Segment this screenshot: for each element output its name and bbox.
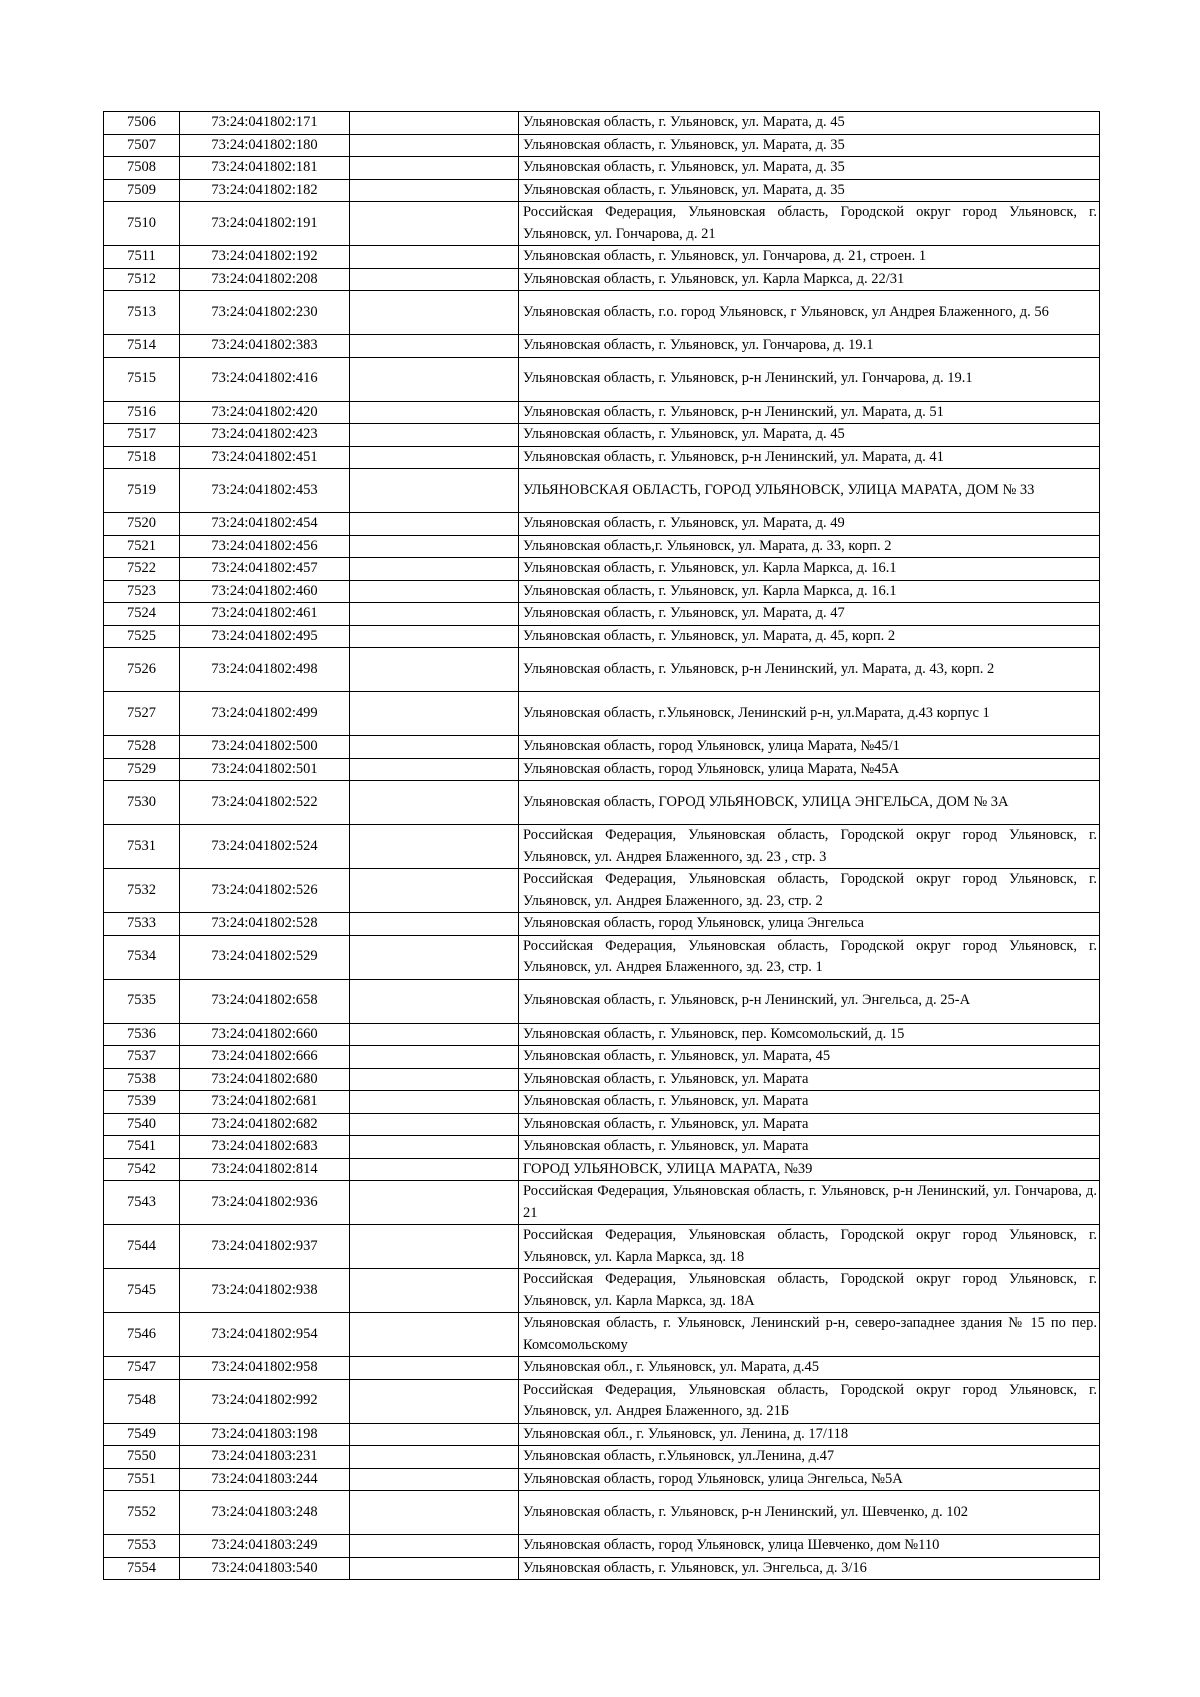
cadastral-number: 73:24:041802:171: [180, 112, 350, 135]
empty-cell: [350, 424, 519, 447]
row-number: 7549: [104, 1423, 180, 1446]
empty-cell: [350, 1046, 519, 1069]
empty-cell: [350, 1423, 519, 1446]
empty-cell: [350, 1113, 519, 1136]
address: Ульяновская область, город Ульяновск, улица Энгельса: [519, 913, 1100, 936]
row-number: 7546: [104, 1313, 180, 1357]
registry-body: [104, 112, 1100, 1580]
address: Ульяновская область, г. Ульяновск, ул. Марата, д. 45, корп. 2: [519, 625, 1100, 648]
row-number: 7535: [104, 979, 180, 1023]
cadastral-number: 73:24:041802:451: [180, 446, 350, 469]
empty-cell: [350, 335, 519, 358]
row-number: 7523: [104, 580, 180, 603]
table-row: [104, 603, 1100, 626]
empty-cell: [350, 1535, 519, 1558]
empty-cell: [350, 446, 519, 469]
empty-cell: [350, 935, 519, 979]
row-number: 7522: [104, 558, 180, 581]
table-row: [104, 558, 1100, 581]
registry-table: [103, 111, 1100, 1580]
address: Ульяновская область, город Ульяновск, улица Шевченко, дом №110: [519, 1535, 1100, 1558]
address: Ульяновская область, г. Ульяновск, р-н Ленинский, ул. Энгельса, д. 25-А: [519, 979, 1100, 1023]
table-row: [104, 758, 1100, 781]
address: Ульяновская область, г. Ульяновск, ул. Марата: [519, 1136, 1100, 1159]
table-row: [104, 1491, 1100, 1535]
address: Ульяновская область, г. Ульяновск, ул. Марата, д. 35: [519, 134, 1100, 157]
address: Ульяновская область, г. Ульяновск, ул. Марата: [519, 1068, 1100, 1091]
address: Ульяновская область, г. Ульяновск, ул. Марата, д. 47: [519, 603, 1100, 626]
row-number: 7519: [104, 469, 180, 513]
cadastral-number: 73:24:041802:499: [180, 692, 350, 736]
table-row: [104, 625, 1100, 648]
empty-cell: [350, 179, 519, 202]
address: Ульяновская область, г. Ульяновск, ул. Карла Маркса, д. 16.1: [519, 558, 1100, 581]
address: Ульяновская обл., г. Ульяновск, ул. Марата, д.45: [519, 1357, 1100, 1380]
row-number: 7514: [104, 335, 180, 358]
empty-cell: [350, 1158, 519, 1181]
empty-cell: [350, 979, 519, 1023]
table-row: [104, 781, 1100, 825]
row-number: 7537: [104, 1046, 180, 1069]
row-number: 7551: [104, 1468, 180, 1491]
address: Ульяновская область, г. Ульяновск, ул. Гончарова, д. 19.1: [519, 335, 1100, 358]
address: Ульяновская область, город Ульяновск, улица Марата, №45А: [519, 758, 1100, 781]
cadastral-number: 73:24:041802:423: [180, 424, 350, 447]
row-number: 7553: [104, 1535, 180, 1558]
cadastral-number: 73:24:041802:208: [180, 268, 350, 291]
table-row: [104, 1446, 1100, 1469]
address: Ульяновская область, г. Ульяновск, ул. Марата: [519, 1113, 1100, 1136]
cadastral-number: 73:24:041802:528: [180, 913, 350, 936]
empty-cell: [350, 1557, 519, 1580]
row-number: 7538: [104, 1068, 180, 1091]
cadastral-number: 73:24:041802:192: [180, 246, 350, 269]
address: Ульяновская область, г.Ульяновск, Ленинский р-н, ул.Марата, д.43 корпус 1: [519, 692, 1100, 736]
cadastral-number: 73:24:041802:230: [180, 291, 350, 335]
address: Ульяновская область, г. Ульяновск, ул. Марата, д. 45: [519, 112, 1100, 135]
address: Ульяновская область, г. Ульяновск, р-н Ленинский, ул. Марата, д. 51: [519, 401, 1100, 424]
row-number: 7524: [104, 603, 180, 626]
address: Ульяновская область, город Ульяновск, улица Энгельса, №5А: [519, 1468, 1100, 1491]
empty-cell: [350, 157, 519, 180]
address: Ульяновская область,г. Ульяновск, ул. Марата, д. 33, корп. 2: [519, 535, 1100, 558]
table-row: [104, 179, 1100, 202]
address: Ульяновская область, г.Ульяновск, ул.Ленина, д.47: [519, 1446, 1100, 1469]
row-number: 7548: [104, 1379, 180, 1423]
cadastral-number: 73:24:041802:666: [180, 1046, 350, 1069]
table-row: [104, 1068, 1100, 1091]
address: Ульяновская область, г. Ульяновск, р-н Ленинский, ул. Марата, д. 41: [519, 446, 1100, 469]
address: Российская Федерация, Ульяновская область, Городской округ город Ульяновск, г. Ульяновск, ул. Карла Маркса, зд. 18А: [519, 1269, 1100, 1313]
table-row: [104, 692, 1100, 736]
table-row: [104, 424, 1100, 447]
row-number: 7529: [104, 758, 180, 781]
row-number: 7512: [104, 268, 180, 291]
row-number: 7517: [104, 424, 180, 447]
table-row: [104, 1158, 1100, 1181]
table-row: [104, 1379, 1100, 1423]
empty-cell: [350, 1068, 519, 1091]
empty-cell: [350, 1446, 519, 1469]
address: Ульяновская область, г. Ульяновск, ул. Гончарова, д. 21, строен. 1: [519, 246, 1100, 269]
address: Ульяновская область, город Ульяновск, улица Марата, №45/1: [519, 736, 1100, 759]
empty-cell: [350, 112, 519, 135]
empty-cell: [350, 692, 519, 736]
row-number: 7528: [104, 736, 180, 759]
address: Ульяновская область, г. Ульяновск, р-н Ленинский, ул. Гончарова, д. 19.1: [519, 357, 1100, 401]
table-row: [104, 1269, 1100, 1313]
row-number: 7525: [104, 625, 180, 648]
empty-cell: [350, 603, 519, 626]
row-number: 7534: [104, 935, 180, 979]
table-row: [104, 1535, 1100, 1558]
cadastral-number: 73:24:041803:198: [180, 1423, 350, 1446]
address: Ульяновская область, г. Ульяновск, р-н Ленинский, ул. Шевченко, д. 102: [519, 1491, 1100, 1535]
table-row: [104, 825, 1100, 869]
empty-cell: [350, 1091, 519, 1114]
cadastral-number: 73:24:041802:416: [180, 357, 350, 401]
table-row: [104, 1423, 1100, 1446]
table-row: [104, 469, 1100, 513]
cadastral-number: 73:24:041802:958: [180, 1357, 350, 1380]
cadastral-number: 73:24:041802:500: [180, 736, 350, 759]
table-row: [104, 1557, 1100, 1580]
cadastral-number: 73:24:041802:181: [180, 157, 350, 180]
empty-cell: [350, 535, 519, 558]
cadastral-number: 73:24:041802:524: [180, 825, 350, 869]
cadastral-number: 73:24:041802:495: [180, 625, 350, 648]
address: Российская Федерация, Ульяновская область, Городской округ город Ульяновск, г. Ульяновск, ул. Карла Маркса, зд. 18: [519, 1225, 1100, 1269]
empty-cell: [350, 1379, 519, 1423]
table-row: [104, 291, 1100, 335]
address: Ульяновская область, г. Ульяновск, ул. Карла Маркса, д. 22/31: [519, 268, 1100, 291]
row-number: 7541: [104, 1136, 180, 1159]
table-row: [104, 1046, 1100, 1069]
row-number: 7526: [104, 648, 180, 692]
empty-cell: [350, 357, 519, 401]
cadastral-number: 73:24:041803:540: [180, 1557, 350, 1580]
cadastral-number: 73:24:041802:529: [180, 935, 350, 979]
cadastral-number: 73:24:041802:936: [180, 1181, 350, 1225]
empty-cell: [350, 1225, 519, 1269]
address: Российская Федерация, Ульяновская область, Городской округ город Ульяновск, г. Ульяновск, ул. Андрея Блаженного, зд. 23 , стр. 3: [519, 825, 1100, 869]
cadastral-number: 73:24:041803:231: [180, 1446, 350, 1469]
row-number: 7516: [104, 401, 180, 424]
address: Ульяновская область, г. Ульяновск, ул. Марата, 45: [519, 1046, 1100, 1069]
cadastral-number: 73:24:041802:457: [180, 558, 350, 581]
empty-cell: [350, 558, 519, 581]
empty-cell: [350, 469, 519, 513]
address: Ульяновская область, г. Ульяновск, ул. Марата: [519, 1091, 1100, 1114]
cadastral-number: 73:24:041802:954: [180, 1313, 350, 1357]
cadastral-number: 73:24:041803:248: [180, 1491, 350, 1535]
table-row: [104, 1225, 1100, 1269]
address: Ульяновская область, г. Ульяновск, Ленинский р-н, северо-западнее здания № 15 по пер. Комсомольскому: [519, 1313, 1100, 1357]
address: Ульяновская область, ГОРОД УЛЬЯНОВСК, УЛИЦА ЭНГЕЛЬСА, ДОМ № 3А: [519, 781, 1100, 825]
empty-cell: [350, 1269, 519, 1313]
empty-cell: [350, 1136, 519, 1159]
empty-cell: [350, 1491, 519, 1535]
table-row: [104, 1468, 1100, 1491]
table-row: [104, 446, 1100, 469]
cadastral-number: 73:24:041802:992: [180, 1379, 350, 1423]
table-row: [104, 401, 1100, 424]
table-row: [104, 112, 1100, 135]
empty-cell: [350, 869, 519, 913]
row-number: 7536: [104, 1023, 180, 1046]
cadastral-number: 73:24:041802:814: [180, 1158, 350, 1181]
row-number: 7527: [104, 692, 180, 736]
row-number: 7530: [104, 781, 180, 825]
cadastral-number: 73:24:041802:498: [180, 648, 350, 692]
cadastral-number: 73:24:041803:244: [180, 1468, 350, 1491]
address: Ульяновская область, г. Ульяновск, ул. Марата, д. 35: [519, 179, 1100, 202]
table-row: [104, 134, 1100, 157]
cadastral-number: 73:24:041802:522: [180, 781, 350, 825]
cadastral-number: 73:24:041802:526: [180, 869, 350, 913]
empty-cell: [350, 401, 519, 424]
row-number: 7518: [104, 446, 180, 469]
cadastral-number: 73:24:041802:383: [180, 335, 350, 358]
empty-cell: [350, 246, 519, 269]
cadastral-number: 73:24:041802:453: [180, 469, 350, 513]
cadastral-number: 73:24:041802:460: [180, 580, 350, 603]
row-number: 7540: [104, 1113, 180, 1136]
row-number: 7511: [104, 246, 180, 269]
row-number: 7533: [104, 913, 180, 936]
cadastral-number: 73:24:041802:660: [180, 1023, 350, 1046]
cadastral-number: 73:24:041802:420: [180, 401, 350, 424]
cadastral-number: 73:24:041802:658: [180, 979, 350, 1023]
row-number: 7520: [104, 513, 180, 536]
address: Российская Федерация, Ульяновская область, Городской округ город Ульяновск, г. Ульяновск, ул. Андрея Блаженного, зд. 23, стр. 2: [519, 869, 1100, 913]
empty-cell: [350, 625, 519, 648]
empty-cell: [350, 825, 519, 869]
row-number: 7539: [104, 1091, 180, 1114]
row-number: 7547: [104, 1357, 180, 1380]
table-row: [104, 648, 1100, 692]
empty-cell: [350, 913, 519, 936]
table-row: [104, 979, 1100, 1023]
cadastral-number: 73:24:041802:191: [180, 202, 350, 246]
row-number: 7509: [104, 179, 180, 202]
row-number: 7506: [104, 112, 180, 135]
row-number: 7507: [104, 134, 180, 157]
table-row: [104, 1113, 1100, 1136]
table-row: [104, 1357, 1100, 1380]
row-number: 7552: [104, 1491, 180, 1535]
row-number: 7531: [104, 825, 180, 869]
empty-cell: [350, 1468, 519, 1491]
address: Ульяновская область, г. Ульяновск, ул. Марата, д. 35: [519, 157, 1100, 180]
table-row: [104, 1181, 1100, 1225]
row-number: 7544: [104, 1225, 180, 1269]
row-number: 7543: [104, 1181, 180, 1225]
empty-cell: [350, 513, 519, 536]
cadastral-number: 73:24:041802:683: [180, 1136, 350, 1159]
row-number: 7521: [104, 535, 180, 558]
empty-cell: [350, 268, 519, 291]
address: Российская Федерация, Ульяновская область, Городской округ город Ульяновск, г. Ульяновск, ул. Андрея Блаженного, зд. 23, стр. 1: [519, 935, 1100, 979]
table-row: [104, 268, 1100, 291]
table-row: [104, 935, 1100, 979]
cadastral-number: 73:24:041802:456: [180, 535, 350, 558]
cadastral-number: 73:24:041802:682: [180, 1113, 350, 1136]
row-number: 7510: [104, 202, 180, 246]
table-row: [104, 869, 1100, 913]
address: Ульяновская область, г. Ульяновск, ул. Марата, д. 49: [519, 513, 1100, 536]
address: УЛЬЯНОВСКАЯ ОБЛАСТЬ, ГОРОД УЛЬЯНОВСК, УЛИЦА МАРАТА, ДОМ № 33: [519, 469, 1100, 513]
row-number: 7545: [104, 1269, 180, 1313]
empty-cell: [350, 1023, 519, 1046]
table-row: [104, 535, 1100, 558]
table-row: [104, 157, 1100, 180]
row-number: 7513: [104, 291, 180, 335]
address: Ульяновская обл., г. Ульяновск, ул. Ленина, д. 17/118: [519, 1423, 1100, 1446]
cadastral-number: 73:24:041802:501: [180, 758, 350, 781]
empty-cell: [350, 1357, 519, 1380]
address: Российская Федерация, Ульяновская область, Городской округ город Ульяновск, г. Ульяновск, ул. Гончарова, д. 21: [519, 202, 1100, 246]
cadastral-number: 73:24:041802:680: [180, 1068, 350, 1091]
cadastral-number: 73:24:041802:182: [180, 179, 350, 202]
table-row: [104, 580, 1100, 603]
empty-cell: [350, 648, 519, 692]
address: Российская Федерация, Ульяновская область, Городской округ город Ульяновск, г. Ульяновск, ул. Андрея Блаженного, зд. 21Б: [519, 1379, 1100, 1423]
cadastral-number: 73:24:041803:249: [180, 1535, 350, 1558]
empty-cell: [350, 1313, 519, 1357]
table-row: [104, 1023, 1100, 1046]
empty-cell: [350, 134, 519, 157]
cadastral-number: 73:24:041802:937: [180, 1225, 350, 1269]
address: Ульяновская область, г. Ульяновск, р-н Ленинский, ул. Марата, д. 43, корп. 2: [519, 648, 1100, 692]
table-row: [104, 1313, 1100, 1357]
table-row: [104, 736, 1100, 759]
table-row: [104, 913, 1100, 936]
cadastral-number: 73:24:041802:454: [180, 513, 350, 536]
table-row: [104, 335, 1100, 358]
table-row: [104, 246, 1100, 269]
empty-cell: [350, 758, 519, 781]
table-row: [104, 1091, 1100, 1114]
row-number: 7515: [104, 357, 180, 401]
address: ГОРОД УЛЬЯНОВСК, УЛИЦА МАРАТА, №39: [519, 1158, 1100, 1181]
table-row: [104, 513, 1100, 536]
empty-cell: [350, 291, 519, 335]
address: Ульяновская область, г.о. город Ульяновск, г Ульяновск, ул Андрея Блаженного, д. 56: [519, 291, 1100, 335]
address: Ульяновская область, г. Ульяновск, пер. Комсомольский, д. 15: [519, 1023, 1100, 1046]
empty-cell: [350, 736, 519, 759]
row-number: 7550: [104, 1446, 180, 1469]
row-number: 7554: [104, 1557, 180, 1580]
address: Российская Федерация, Ульяновская область, г. Ульяновск, р-н Ленинский, ул. Гончарова, д. 21: [519, 1181, 1100, 1225]
cadastral-number: 73:24:041802:180: [180, 134, 350, 157]
table-row: [104, 357, 1100, 401]
row-number: 7542: [104, 1158, 180, 1181]
empty-cell: [350, 202, 519, 246]
row-number: 7532: [104, 869, 180, 913]
cadastral-number: 73:24:041802:938: [180, 1269, 350, 1313]
address: Ульяновская область, г. Ульяновск, ул. Марата, д. 45: [519, 424, 1100, 447]
empty-cell: [350, 781, 519, 825]
cadastral-number: 73:24:041802:461: [180, 603, 350, 626]
empty-cell: [350, 1181, 519, 1225]
cadastral-number: 73:24:041802:681: [180, 1091, 350, 1114]
empty-cell: [350, 580, 519, 603]
row-number: 7508: [104, 157, 180, 180]
address: Ульяновская область, г. Ульяновск, ул. Энгельса, д. 3/16: [519, 1557, 1100, 1580]
address: Ульяновская область, г. Ульяновск, ул. Карла Маркса, д. 16.1: [519, 580, 1100, 603]
table-row: [104, 202, 1100, 246]
table-row: [104, 1136, 1100, 1159]
